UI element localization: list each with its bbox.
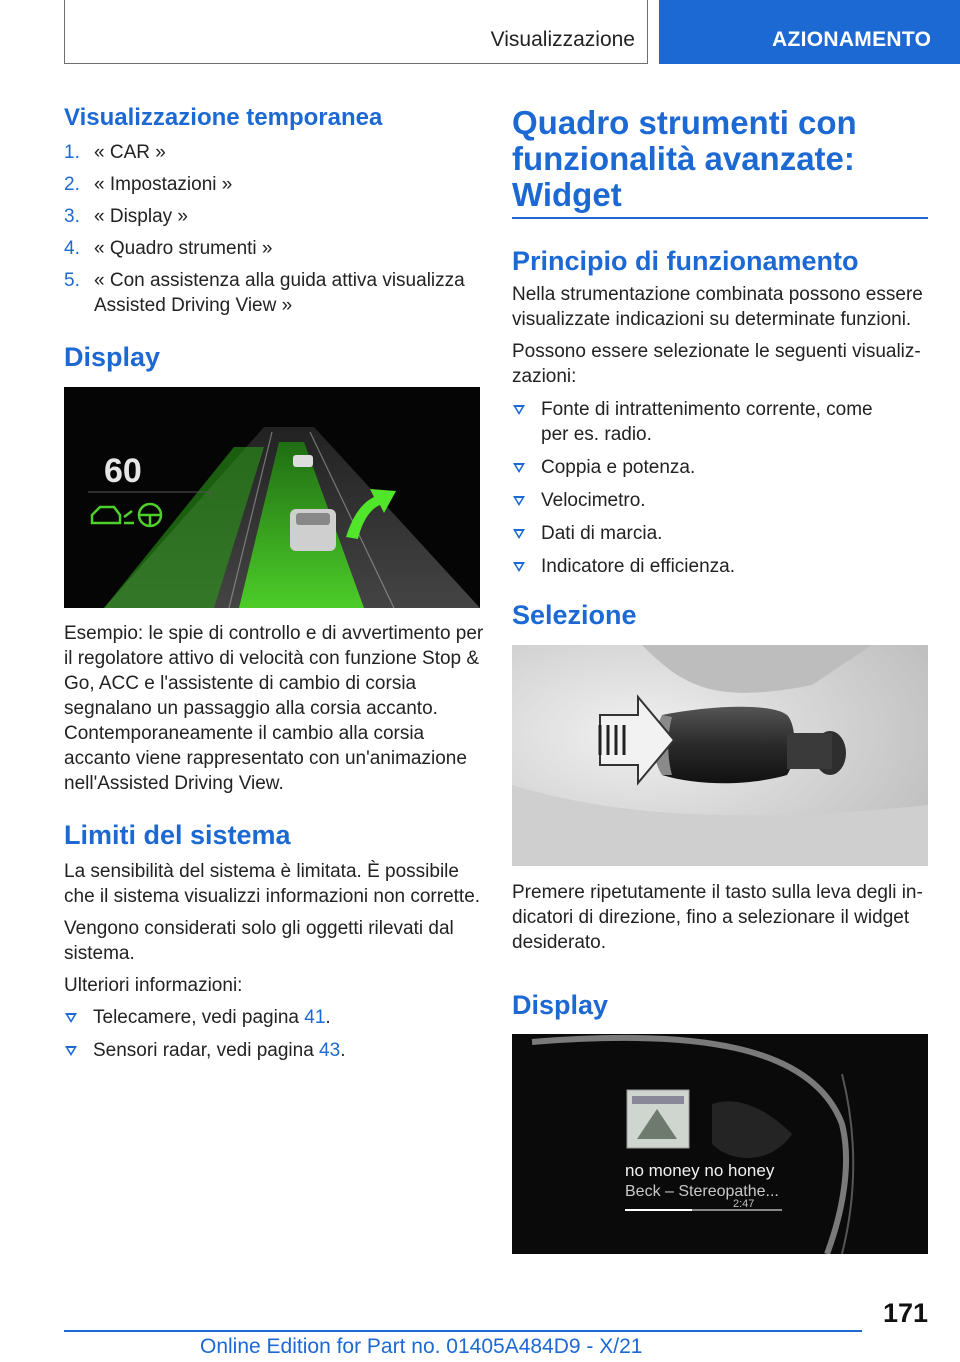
triangle-bullet-icon [513,529,525,539]
speed-readout: 60 [104,452,142,490]
header-chapter-tab [659,0,960,64]
triangle-bullet-icon [65,1046,77,1056]
list-item: Velocimetro. [512,488,928,513]
system-limits-heading: Limiti del sistema [64,820,291,850]
triangle-bullet-icon [513,463,525,473]
media-widget-figure [512,1034,928,1254]
triangle-bullet-icon [513,562,525,572]
page-link[interactable]: 43 [319,1040,341,1061]
step-item: 4. « Quadro strumenti » [64,238,273,259]
limits-paragraph-1: La sensibilità del sistema è limitata. È possibile che il sistema visualizzi informazioni non corrette. [64,861,481,907]
display-caption: Esempio: le spie di controllo e di avvertimento per il regolatore attivo di velocità con funzione Stop & Go, ACC e l'assistente di cambio di corsia segnalano un passaggio alla corsia accanto. Contemporaneamente il cambio alla corsia accanto viene rappresentato con un'animazione nell'Assisted Driving View. [64,623,484,794]
step-item: 2. « Impostazioni » [64,174,233,195]
principle-heading: Principio di funzionamento [512,246,859,276]
header-section-box [64,0,648,64]
steps-list [64,140,480,325]
list-item: Dati di marcia. [512,521,928,546]
triangle-bullet-icon [513,405,525,415]
edition-footer: Online Edition for Part no. 01405A484D9 - X/21 [200,1335,643,1358]
widget-options-list [512,397,928,587]
media-title: no money no honey [625,1161,775,1180]
footer-rule [64,1330,862,1332]
selection-caption: Premere ripetutamente il tasto sulla leva degli indicatori di direzione, fino a selezionare il widget desiderato. [512,882,923,953]
triangle-bullet-icon [513,496,525,506]
media-time: 2:47 [733,1198,755,1210]
display-heading-left: Display [64,342,161,372]
header-section-title: Visualizzazione [490,28,635,51]
step-item: 3. « Display » [64,206,188,227]
media-artist: Beck – Stereopathe... [625,1183,779,1200]
widget-main-heading: Quadro strumenti con funzionalità avanzate: Widget [512,104,857,213]
heading-rule [512,217,928,219]
media-widget-illustration [512,1034,928,1254]
step-item: 5. « Con assistenza alla guida attiva visualizza Assisted Driving View » [64,270,465,316]
assisted-driving-view-figure [64,387,480,608]
step-item: 1. « CAR » [64,142,166,163]
turn-signal-lever-figure [512,645,928,866]
selection-heading: Selezione [512,600,637,630]
list-item: Fonte di intrattenimento corrente, come per es. radio. [512,397,928,447]
list-item: Sensori radar, vedi pagina 43. [64,1038,480,1063]
list-item: Telecamere, vedi pagina 41. [64,1005,480,1030]
limits-reference-list [64,1005,480,1071]
temp-display-heading: Visualizzazione temporanea [64,104,383,131]
list-item: Coppia e potenza. [512,455,928,480]
limits-paragraph-3: Ulteriori informazioni: [64,975,243,996]
display-heading-right: Display [512,990,609,1020]
principle-paragraph-1: Nella strumentazione combinata possono essere visualizzate indicazioni su determinate funzioni. [512,284,923,330]
list-item: Indicatore di efficienza. [512,554,928,579]
triangle-bullet-icon [65,1013,77,1023]
principle-paragraph-2: Possono essere selezionate le seguenti visualizzazioni: [512,341,921,387]
page-number: 171 [882,1298,928,1328]
turn-signal-lever-illustration [512,645,928,866]
limits-paragraph-2: Vengono considerati solo gli oggetti rilevati dal sistema. [64,918,454,964]
header-chapter-title: AZIONAMENTO [772,28,932,51]
assisted-driving-view-illustration [64,387,480,608]
page-link[interactable]: 41 [304,1007,326,1028]
